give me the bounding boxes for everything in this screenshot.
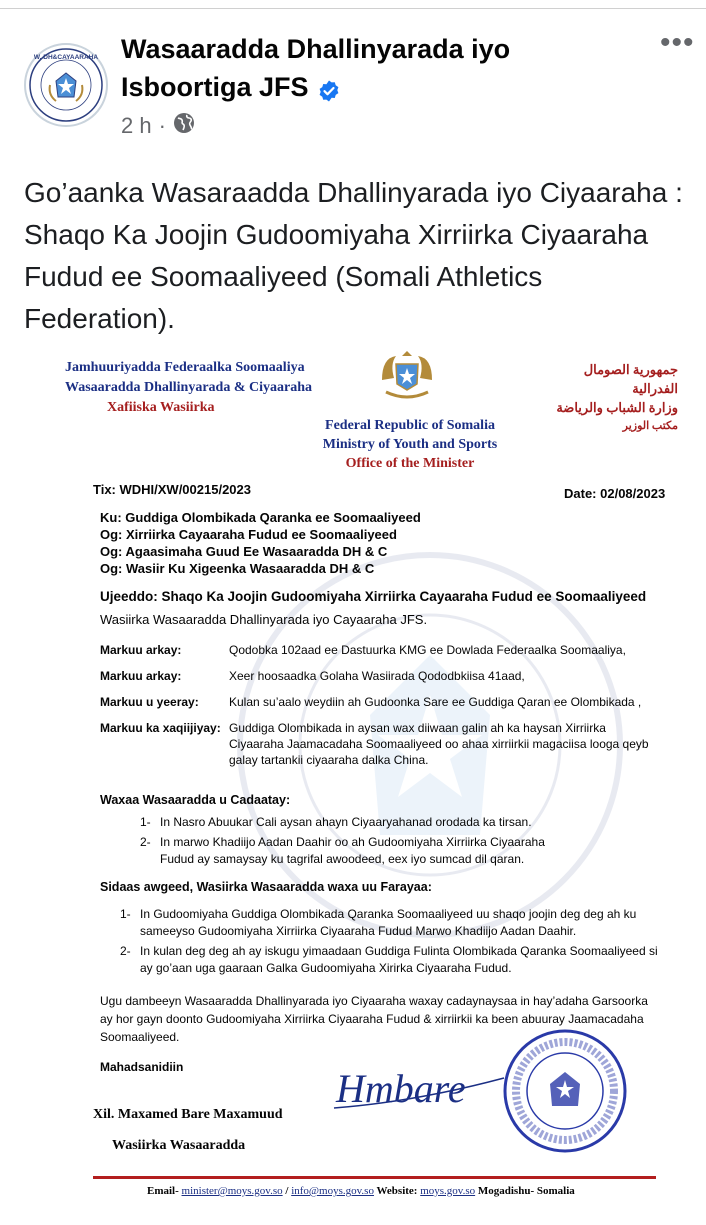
footer-separator: / [285,1185,289,1197]
letterhead-somali [65,358,312,418]
recipient: Og: Wasiir Ku Xigeenka Wasaaradda DH & C [100,561,375,576]
recipients-list [100,509,421,577]
letterhead-english [300,416,520,473]
list-text: In Gudoomiyaha Guddiga Olombikada Qaranka Soomaaliyeed uu shaqo joojin deg deg ah ku sameeyso Gudoomiyaha Xirriirka Ciyaaraha Fudud Marwo Khadiijo Aadan Daahir. [140,907,637,938]
clause [100,642,659,658]
clause-text: Guddiga Olombikada in aysan wax diiwaan galin ah ka haysan Xirriirka Ciyaaraha Jaamacadaha Soomaaliyeed oo ahaa xirriirkii magaciisa looga qeyb galay tartankii ciyaaraha dalka China. [229,721,649,767]
recipient: Og: Xirriirka Cayaaraha Fudud ee Soomaaliyeed [100,527,397,542]
footer-divider [93,1176,656,1179]
decided-heading: Waxaa Wasaaradda u Cadaatay: [100,793,291,807]
clause [100,694,659,710]
list-number: 1- [120,907,131,921]
clause-label: Markuu arkay: [100,643,182,657]
footer-website: moys.gov.so [420,1185,476,1197]
recipient: Ku: Guddiga Olombikada Qaranka ee Soomaaliyeed [100,510,421,525]
page-name-line1[interactable]: Wasaaradda Dhallinyarada iyo [121,34,511,64]
closing-paragraph: Ugu dambeeyn Wasaaradda Dhallinyarada iyo Ciyaaraha waxay cadaynaysaa in hay’adaha Garsoorka ay hor gayn doonto Gudoomiyaha Xirriirka Ciyaaraha Fudud & xirriirkii ka been abuuray Jaamacadaha Soomaaliyeed. [100,994,648,1044]
list-text: In marwo Khadiijo Aadan Daahir oo ah Gudoomiyaha Xirriirka Ciyaaraha Fudud ay samaysay ku tagrifal awoodeed, eex iyo sumcad dil qaran. [160,835,545,866]
recipient: Og: Agaasimaha Guud Ee Wasaaradda DH & C [100,544,388,559]
sender-line: Wasiirka Wasaaradda Dhallinyarada iyo Cayaaraha JFS. [100,612,428,627]
top-divider [0,8,706,9]
post-time[interactable]: 2 h [121,113,152,138]
letter-footer [147,1185,575,1197]
official-stamp [500,1026,630,1156]
list-item [140,834,550,868]
page-name[interactable] [121,30,621,106]
more-options-icon[interactable]: ••• [660,26,695,59]
thanks-line: Mahadsanidiin [100,1060,184,1074]
list-text: In kulan deg deg ah ay iskugu yimaadaan Guddiga Fulinta Olombikada Qaranka Soomaaliyeed si ay go’aan uga gaaraan Galka Gudoomiyaha Xirirka Ciyaaraha Fudud. [140,944,658,975]
footer-city: Mogadishu- Somalia [477,1185,575,1197]
page-name-line2[interactable]: Isboortiga JFS [121,72,309,102]
clause [100,668,659,684]
svg-text:Hmbare: Hmbare [336,1066,466,1111]
letterhead-en-line: Ministry of Youth and Sports [322,437,498,452]
meta-separator: · [158,113,166,138]
footer-email-label: Email- [147,1185,179,1197]
letterhead-en-line: Office of the Minister [345,456,475,471]
requests-heading: Sidaas awgeed, Wasiirka Wasaaradda waxa uu Farayaa: [100,880,432,894]
letterhead-so-line: Jamhuuriyadda Federaalka Soomaaliya [65,360,305,375]
post-text: Go’aanka Wasaraadda Dhallinyarada iyo Ciyaaraha : Shaqo Ka Joojin Gudoomiyaha Xirriirka Ciyaaraha Fudud ee Soomaaliyeed (Somali Athletics Federation). [24,177,683,334]
decided-list [140,814,550,871]
verified-badge-icon [317,75,341,99]
list-text: In Nasro Abuukar Cali aysan ahayn Ciyaaryahanad orodada ka tirsan. [160,815,532,829]
clause-label: Markuu ka xaqiijiyay: [100,721,221,735]
letterhead-ar-line: مكتب الوزير [622,420,678,432]
clause-label: Markuu u yeeray: [100,695,199,709]
page-avatar[interactable] [24,43,108,127]
letter-image[interactable] [0,350,706,1225]
footer-web-label: Website: [376,1185,418,1197]
clause-label: Markuu arkay: [100,669,182,683]
footer-email-2: info@moys.gov.so [291,1185,374,1197]
clause [100,720,659,768]
list-item [120,906,670,940]
post-meta [121,112,195,140]
requests-list [120,906,670,980]
list-number: 1- [140,815,151,829]
reference-number: Tix: WDHI/XW/00215/2023 [93,482,251,497]
letterhead-so-line: Xafiiska Wasiirka [107,400,215,415]
signature [330,1058,510,1118]
list-number: 2- [120,944,131,958]
letter-subject: Ujeeddo: Shaqo Ka Joojin Gudoomiyaha Xirriirka Cayaaraha Fudud ee Soomaaliyeed [100,589,647,604]
letter-date: Date: 02/08/2023 [564,486,666,501]
ministry-logo [26,45,106,125]
clause-text: Qodobka 102aad ee Dastuurka KMG ee Dowlada Federaalka Soomaaliya, [229,643,626,657]
list-item [140,814,550,831]
clauses-list [100,642,659,778]
clause-text: Xeer hoosaadka Golaha Wasiirada Qododbkiisa 41aad, [229,669,525,683]
footer-email-1: minister@moys.gov.so [181,1185,283,1197]
letterhead-arabic [548,360,678,436]
globe-icon [173,112,195,140]
letterhead-so-line: Wasaaradda Dhallinyarada & Ciyaaraha [65,380,312,395]
clause-text: Kulan su’aalo weydiin ah Gudoonka Sare ee Guddiga Qaran ee Olombikada , [229,695,642,709]
svg-text:W. DH&CAYAARAHA: W. DH&CAYAARAHA [33,54,99,61]
list-item [120,943,670,977]
letterhead-en-line: Federal Republic of Somalia [325,418,495,433]
list-number: 2- [140,835,151,849]
signer-title: Wasiirka Wasaaradda [112,1138,246,1153]
letterhead-ar-line: جمهورية الصومال الفدرالية [583,362,678,396]
signer-name: Xil. Maxamed Bare Maxamuud [93,1107,283,1122]
coat-of-arms-icon [376,350,438,400]
letterhead-ar-line: وزارة الشباب والرياضة [556,400,678,415]
